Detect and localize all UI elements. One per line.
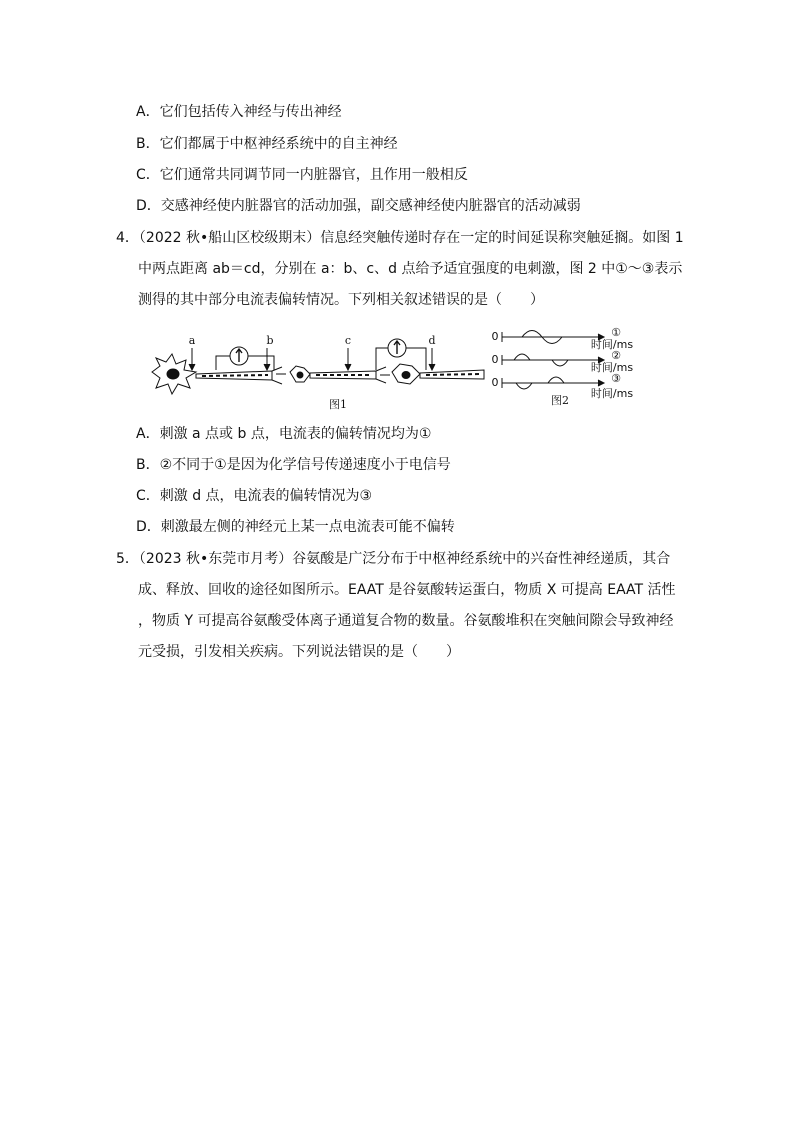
q5-stem-line-3: ，物质 Y 可提高谷氨酸受体离子通道复合物的数量。谷氨酸堆积在突触间隙会导致神经 <box>138 613 674 629</box>
figure-2 <box>502 331 604 390</box>
wave-1-time-label: 时间/ms <box>590 338 634 351</box>
wave-2-label: ② <box>611 349 621 362</box>
q5-stem-line-4: 元受损，引发相关疾病。下列说法错误的是（ ） <box>138 644 460 660</box>
q4-option-b: B．②不同于①是因为化学信号传递速度小于电信号 <box>136 457 451 473</box>
wave-3-label: ③ <box>611 372 621 385</box>
neuron-figure-svg <box>140 322 660 412</box>
q4-stem-line-1: 4．（2022 秋•船山区校级期末）信息经突触传递时存在一定的时间延误称突触延搁。如图 1 <box>116 230 684 246</box>
q4-option-d: D．刺激最左侧的神经元上某一点电流表可能不偏转 <box>136 519 455 535</box>
point-b-label: b <box>266 334 274 347</box>
q4-stem-line-3: 测得的其中部分电流表偏转情况。下列相关叙述错误的是（ ） <box>138 292 544 308</box>
wave-3-zero: 0 <box>491 376 499 389</box>
figure-2-label: 图2 <box>551 394 569 407</box>
q4-option-c: C．刺激 d 点，电流表的偏转情况为③ <box>136 488 373 504</box>
q5-stem-line-2: 成、释放、回收的途径如图所示。EAAT 是谷氨酸转运蛋白，物质 X 可提高 EAAT 活性 <box>138 582 676 598</box>
q4-figure <box>140 322 660 412</box>
q4-stem-line-2: 中两点距离 ab＝cd，分别在 a：b、c、d 点给予适宜强度的电刺激，图 2 中①～③表示 <box>138 261 683 277</box>
point-a-label: a <box>188 334 196 347</box>
point-c-label: c <box>344 334 352 347</box>
q3-option-c: C．它们通常共同调节同一内脏器官，且作用一般相反 <box>136 167 468 183</box>
q4-option-a: A．刺激 a 点或 b 点，电流表的偏转情况均为① <box>136 426 432 442</box>
wave-3-time-label: 时间/ms <box>590 387 634 400</box>
figure-1 <box>152 339 484 394</box>
q3-option-d: D．交感神经使内脏器官的活动加强，副交感神经使内脏器官的活动减弱 <box>136 198 581 214</box>
wave-2-zero: 0 <box>491 353 499 366</box>
wave-2-time-label: 时间/ms <box>590 361 634 374</box>
q5-stem-line-1: 5．（2023 秋•东莞市月考）谷氨酸是广泛分布于中枢神经系统中的兴奋性神经递质，其合 <box>116 551 671 567</box>
q3-option-a: A．它们包括传入神经与传出神经 <box>136 104 342 120</box>
wave-1-label: ① <box>611 326 621 339</box>
wave-1-zero: 0 <box>491 330 499 343</box>
figure-1-label: 图1 <box>329 398 347 411</box>
point-d-label: d <box>428 334 436 347</box>
neuron-1-nucleus <box>167 369 179 379</box>
q3-option-b: B．它们都属于中枢神经系统中的自主神经 <box>136 136 398 152</box>
